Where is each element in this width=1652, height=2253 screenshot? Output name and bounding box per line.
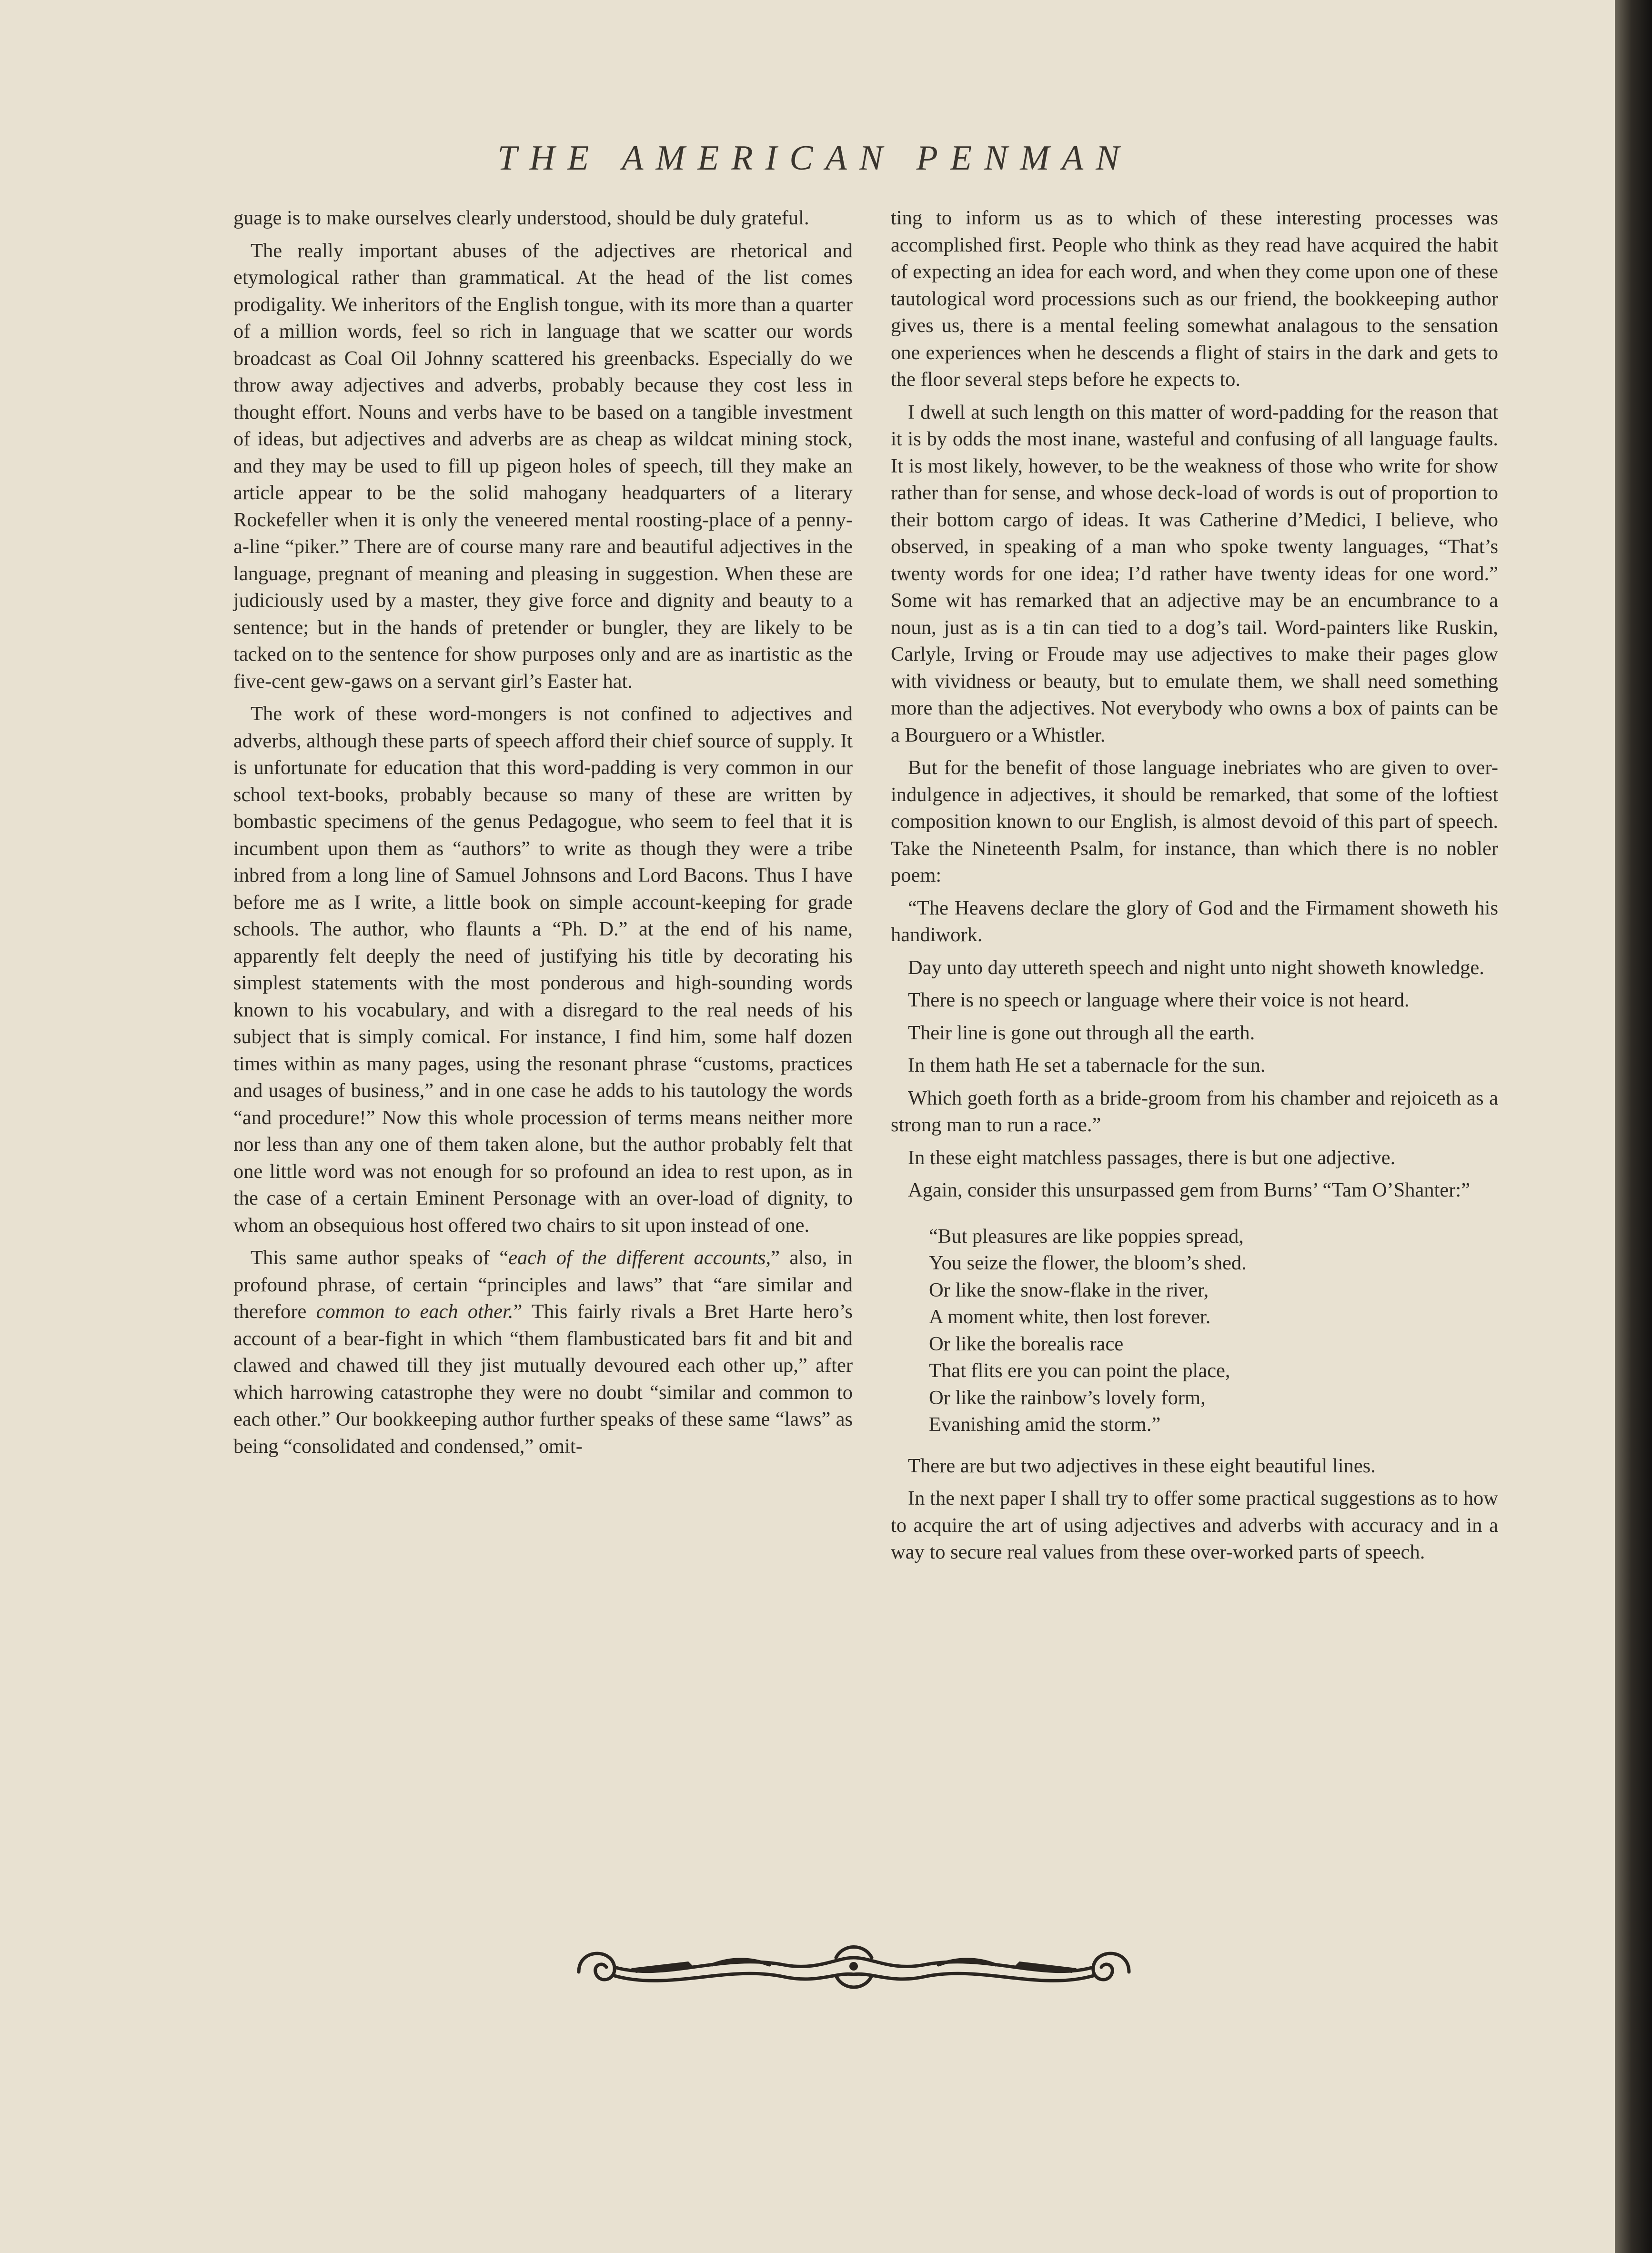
paragraph xyxy=(891,1020,1498,1047)
paragraph xyxy=(891,987,1498,1014)
poem-line: Evanishing amid the storm.” xyxy=(929,1413,1161,1436)
left-column xyxy=(233,205,853,1466)
text-run: Again, consider this unsurpassed gem from Burns’ “Tam O’Shanter:” xyxy=(908,1179,1471,1201)
text-run: There is no speech or language where their voice is not heard. xyxy=(908,989,1410,1011)
italic-text: common to each other. xyxy=(316,1300,514,1323)
text-run: In them hath He set a tabernacle for the sun. xyxy=(908,1054,1266,1076)
paragraph xyxy=(233,205,853,232)
text-run: The work of these word-mongers is not confined to adjectives and adverbs, although these parts of speech afford their chief source of supply. It is unfortunate for education that this word-padding is very common in our school text-books, probably because so many of these are written by bombastic specimens of the genus Pedagogue, who seem to feel that it is incumbent upon them as “authors” to write as though they were a tribe inbred from a long line of Samuel Johnsons and Lord Bacons. Thus I have before me as I write, a little book on simple account-keeping for grade schools. The author, who flaunts a “Ph. D.” at the end of his name, apparently felt deeply the need of justifying his title by decorating his simplest statements with the most ponderous and high-sounding words known to his vocabulary, and with a disregard to the real needs of his subject that is simply comical. For instance, I find him, some half dozen times within as many pages, using the resonant phrase “customs, practices and usages of business,” and in one case he adds to his tautology the words “and procedure!” Now this whole procession of terms means neither more nor less than any one of them taken alone, but the author probably felt that one little word was not enough for so profound an idea to rest upon, as in the case of a certain Eminent Personage with an over-load of dignity, to whom an obsequious host offered two chairs to sit upon instead of one. xyxy=(233,703,853,1237)
right-column xyxy=(891,205,1498,1572)
poem-line: A moment white, then lost forever. xyxy=(929,1306,1211,1328)
poem-line: Or like the snow-flake in the river, xyxy=(929,1278,1209,1301)
paragraph xyxy=(891,1145,1498,1172)
paragraph xyxy=(891,205,1498,393)
paragraph xyxy=(233,701,853,1239)
text-run: I dwell at such length on this matter of word-padding for the reason that it is by odds the most inane, wasteful and confusing of all language faults. It is most likely, however, to be the weakness of those who write for show rather than for sense, and whose deck-load of words is out of proportion to their bottom cargo of ideas. It was Catherine d’Medici, I believe, who observed, in speaking of a man who spoke twenty languages, “That’s twenty words for one idea; I’d rather have twenty ideas for one word.” Some wit has remarked that an adjective may be an encumbrance to a noun, just as is a tin can tied to a dog’s tail. Word-painters like Ruskin, Carlyle, Irving or Froude may use adjectives to make their pages glow with vividness or beauty, but to emulate them, we shall need something more than the adjectives. Not everybody who owns a box of paints can be a Bourguero or a Whistler. xyxy=(891,401,1498,746)
poem-line: You seize the flower, the bloom’s shed. xyxy=(929,1252,1247,1274)
paragraph xyxy=(233,1245,853,1460)
text-run: ting to inform us as to which of these interesting processes was accomplished first. People who think as they read have acquired the habit of expecting an idea for each word, and when they come upon one of these tautological word processions such as our friend, the bookkeeping author gives us, there is a mental feeling somewhat analagous to the sensation one experiences when he descends a flight of stairs in the dark and gets to the floor several steps before he expects to. xyxy=(891,207,1498,391)
poem-line: That flits ere you can point the place, xyxy=(929,1359,1230,1382)
paragraph xyxy=(891,1177,1498,1204)
text-run: ” also, in profound phrase, of certain “principles and laws” that “are similar and therefore xyxy=(233,1247,853,1323)
italic-text: each of the different accounts, xyxy=(508,1247,771,1269)
book-spine xyxy=(1615,0,1652,2253)
poem-quotation xyxy=(929,1223,1498,1438)
poem-line: “But pleasures are like poppies spread, xyxy=(929,1225,1244,1247)
paragraph xyxy=(891,895,1498,949)
right-column-body xyxy=(891,205,1498,1204)
poem-line: Or like the borealis race xyxy=(929,1332,1124,1355)
text-run: “The Heavens declare the glory of God and the Firmament showeth his handiwork. xyxy=(891,896,1498,946)
text-run: Their line is gone out through all the earth. xyxy=(908,1021,1255,1044)
text-run: Day unto day uttereth speech and night unto night showeth knowledge. xyxy=(908,956,1484,979)
paragraph xyxy=(233,238,853,695)
text-run: But for the benefit of those language inebriates who are given to over-indulgence in adjectives, it should be remarked, that some of the loftiest composition known to our English, is almost devoid of this part of speech. Take the Nineteenth Psalm, for instance, than which there is no nobler poem: xyxy=(891,756,1498,886)
text-run: ” This fairly rivals a Bret Harte hero’s account of a bear-fight in which “them flambusticated bars fit and bit and clawed and chawed till they jist mutually devoured each other up,” after which harrowing catastrophe they were no doubt “similar and common to each other.” Our bookkeeping author further speaks of these same “laws” as being “consolidated and condensed,” omit- xyxy=(233,1300,853,1458)
text-run: In the next paper I shall try to offer some practical suggestions as to how to acquire the art of using adjectives and adverbs with accuracy and in a way to secure real values from these over-worked parts of speech. xyxy=(891,1487,1498,1563)
paragraph xyxy=(891,754,1498,889)
paragraph xyxy=(891,1052,1498,1079)
paragraph xyxy=(891,1453,1498,1480)
running-header: THE AMERICAN PENMAN xyxy=(497,139,1132,178)
text-run: In these eight matchless passages, there is but one adjective. xyxy=(908,1146,1396,1169)
paragraph xyxy=(891,955,1498,982)
paragraph xyxy=(891,399,1498,749)
paragraph xyxy=(891,1085,1498,1139)
text-run: There are but two adjectives in these eight beautiful lines. xyxy=(908,1454,1376,1477)
decorative-scroll-ornament xyxy=(569,1939,1138,2001)
text-run: The really important abuses of the adjectives are rhetorical and etymological rather than grammatical. At the head of the list comes prodigality. We inheritors of the English tongue, with its more than a quarter of a million words, feel so rich in language that we scatter our words broadcast as Coal Oil Johnny scattered his greenbacks. Especially do we throw away adjectives and adverbs, probably because they cost less in thought effort. Nouns and verbs have to be based on a tangible investment of ideas, but adjectives and adverbs are as cheap as wildcat mining stock, and they may be used to fill up pigeon holes of speech, till they make an article appear to be the solid mahogany headquarters of a literary Rockefeller when it is only the veneered mental roosting-place of a penny-a-line “piker.” There are of course many rare and beautiful adjectives in the language, pregnant of meaning and pleasing in suggestion. When these are judiciously used by a master, they give force and dignity and beauty to a sentence; but in the hands of pretender or bungler, they are likely to be tacked on to the sentence for show purposes only and are as inartistic as the five-cent gew-gaws on a servant girl’s Easter hat. xyxy=(233,239,853,693)
paragraph xyxy=(891,1485,1498,1566)
right-column-closing xyxy=(891,1453,1498,1566)
text-run: guage is to make ourselves clearly understood, should be duly grateful. xyxy=(233,207,809,229)
text-run: This same author speaks of “ xyxy=(251,1247,509,1269)
text-run: Which goeth forth as a bride-groom from his chamber and rejoiceth as a strong man to run a race.” xyxy=(891,1086,1498,1136)
poem-line: Or like the rainbow’s lovely form, xyxy=(929,1386,1206,1409)
